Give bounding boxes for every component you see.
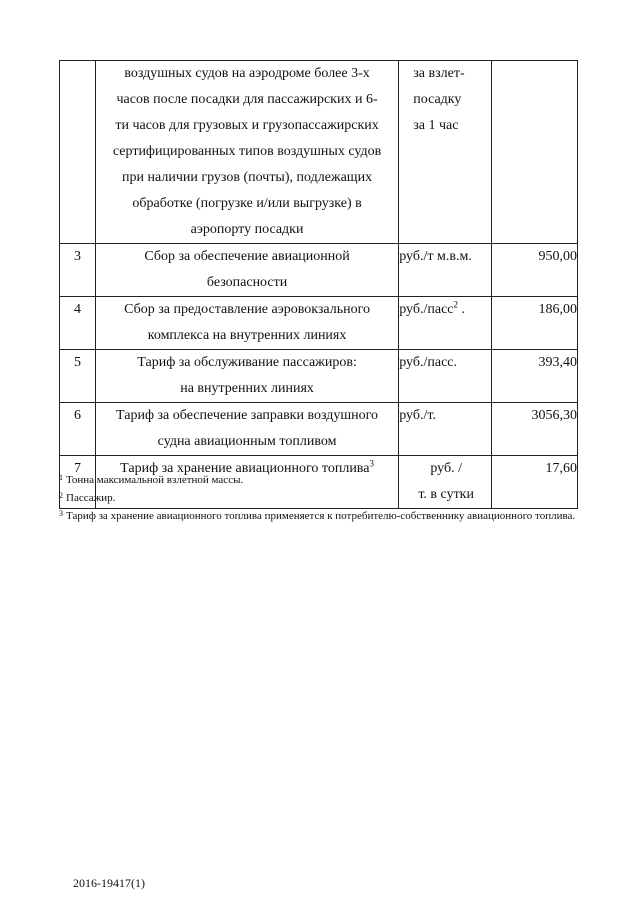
table-row	[60, 403, 578, 456]
footnote	[59, 470, 579, 488]
row-name-line: Сбор за предоставление аэровокзального	[124, 302, 370, 317]
footnote-text: Пассажир.	[66, 492, 116, 504]
row-number: 4	[60, 297, 96, 350]
footnote-text: Тонна максимальной взлетной массы.	[66, 474, 244, 486]
row-value: 186,00	[492, 297, 578, 350]
document-number: 2016-19417(1)	[73, 876, 145, 890]
row-name-line: аэропорту посадки	[190, 222, 304, 237]
row-number: 5	[60, 350, 96, 403]
row-name-line: безопасности	[206, 275, 288, 290]
row-number: 6	[60, 403, 96, 456]
row-name-line: часов после посадки для пассажирских и 6-	[116, 92, 378, 107]
row-name-line: Тариф за обеспечение заправки воздушного	[116, 408, 379, 423]
row-unit-line: посадку	[413, 92, 462, 107]
row-name	[95, 350, 398, 403]
row-name-line: на внутренних линиях	[180, 381, 314, 396]
row-name	[95, 403, 398, 456]
row-unit-line: за 1 час	[413, 118, 459, 133]
footnote	[59, 488, 579, 506]
table-row	[60, 61, 578, 244]
table-row	[60, 350, 578, 403]
footnotes	[59, 470, 579, 524]
row-name-line: обработке (погрузке и/или выгрузке) в	[132, 196, 362, 211]
row-name-line: ти часов для грузовых и грузопассажирских	[115, 118, 379, 133]
row-unit-line: за взлет-	[413, 66, 465, 81]
row-value: 17,60	[492, 456, 578, 509]
row-name-line: Тариф за хранение авиационного топлива	[120, 461, 370, 476]
row-value: 950,00	[492, 244, 578, 297]
row-unit	[399, 244, 492, 297]
row-name	[95, 244, 398, 297]
row-unit-line: руб./пасс	[399, 302, 454, 317]
table-row	[60, 297, 578, 350]
row-name	[95, 61, 398, 244]
row-number: 7	[60, 456, 96, 509]
row-name	[95, 297, 398, 350]
row-value	[492, 61, 578, 244]
row-unit-line: руб. /	[430, 461, 462, 476]
row-name-line: Сбор за обеспечение авиационной	[144, 249, 350, 264]
footnote-text: Тариф за хранение авиационного топлива применяется к потребителю-собственнику авиационного топлива.	[66, 510, 576, 522]
row-unit-tail: .	[458, 302, 466, 317]
footnote-ref: 3	[369, 458, 374, 469]
row-unit-line: руб./т.	[399, 408, 436, 423]
footnote	[59, 506, 579, 524]
table-row	[60, 244, 578, 297]
row-name-line: воздушных судов на аэродроме более 3-х	[124, 66, 370, 81]
footnote-mark: 1	[59, 473, 63, 482]
row-unit	[399, 403, 492, 456]
row-value: 3056,30	[492, 403, 578, 456]
footnote-mark: 2	[59, 491, 63, 500]
row-number	[60, 61, 96, 244]
footnote-mark: 3	[59, 509, 63, 518]
row-name-line: судна авиационным топливом	[157, 434, 337, 449]
row-name-line: при наличии грузов (почты), подлежащих	[122, 170, 373, 185]
row-name-line: комплекса на внутренних линиях	[147, 328, 347, 343]
row-unit	[399, 61, 492, 244]
row-name-line: Тариф за обслуживание пассажиров:	[137, 355, 357, 370]
row-name-line: сертифицированных типов воздушных судов	[112, 144, 382, 159]
row-unit	[399, 297, 492, 350]
row-number: 3	[60, 244, 96, 297]
row-unit-line: руб./т м.в.м.	[399, 249, 472, 264]
tariff-table	[59, 60, 578, 509]
row-unit-line: руб./пасс.	[399, 355, 458, 370]
footnote-ref: 2	[453, 299, 459, 310]
row-unit-line: т. в сутки	[418, 487, 474, 502]
row-unit	[399, 350, 492, 403]
row-value: 393,40	[492, 350, 578, 403]
